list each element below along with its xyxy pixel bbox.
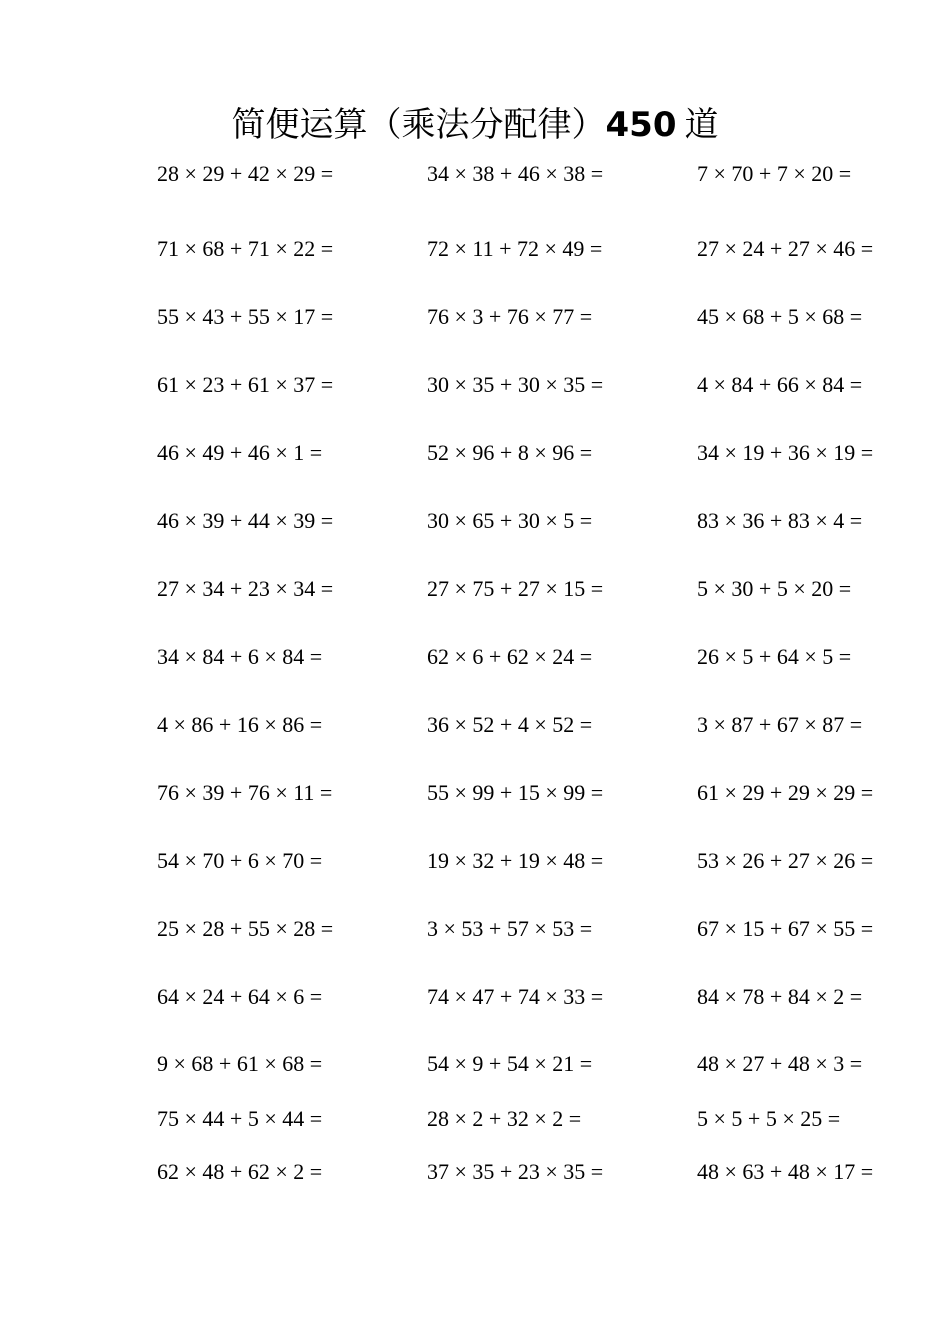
problem-r12-c3: 67 × 15 + 67 × 55 = bbox=[697, 916, 874, 941]
problem-r9-c3: 3 × 87 + 67 × 87 = bbox=[697, 712, 863, 737]
page-title bbox=[0, 102, 950, 148]
problem-r4-c3: 4 × 84 + 66 × 84 = bbox=[697, 372, 863, 397]
problem-r13-c3: 84 × 78 + 84 × 2 = bbox=[697, 984, 863, 1009]
problem-r1-c1: 28 × 29 + 42 × 29 = bbox=[157, 161, 334, 186]
problem-r7-c3: 5 × 30 + 5 × 20 = bbox=[697, 576, 852, 601]
problem-r14-c1: 9 × 68 + 61 × 68 = bbox=[157, 1051, 323, 1076]
problem-r2-c3: 27 × 24 + 27 × 46 = bbox=[697, 236, 874, 261]
problem-r14-c2: 54 × 9 + 54 × 21 = bbox=[427, 1051, 593, 1076]
problem-r10-c2: 55 × 99 + 15 × 99 = bbox=[427, 780, 604, 805]
problem-r13-c1: 64 × 24 + 64 × 6 = bbox=[157, 984, 323, 1009]
problem-r14-c3: 48 × 27 + 48 × 3 = bbox=[697, 1051, 863, 1076]
problem-r2-c1: 71 × 68 + 71 × 22 = bbox=[157, 236, 334, 261]
problem-r12-c2: 3 × 53 + 57 × 53 = bbox=[427, 916, 593, 941]
problem-r11-c1: 54 × 70 + 6 × 70 = bbox=[157, 848, 323, 873]
problem-r5-c1: 46 × 49 + 46 × 1 = bbox=[157, 440, 323, 465]
problem-r12-c1: 25 × 28 + 55 × 28 = bbox=[157, 916, 334, 941]
problem-r15-c2: 28 × 2 + 32 × 2 = bbox=[427, 1106, 582, 1131]
problem-r15-c3: 5 × 5 + 5 × 25 = bbox=[697, 1106, 841, 1131]
title-text: 简便运算（乘法分配律） bbox=[231, 105, 606, 145]
problem-r4-c1: 61 × 23 + 61 × 37 = bbox=[157, 372, 334, 397]
problem-r8-c1: 34 × 84 + 6 × 84 = bbox=[157, 644, 323, 669]
problem-r4-c2: 30 × 35 + 30 × 35 = bbox=[427, 372, 604, 397]
problem-r9-c2: 36 × 52 + 4 × 52 = bbox=[427, 712, 593, 737]
problem-r3-c3: 45 × 68 + 5 × 68 = bbox=[697, 304, 863, 329]
problem-r6-c1: 46 × 39 + 44 × 39 = bbox=[157, 508, 334, 533]
problem-r16-c2: 37 × 35 + 23 × 35 = bbox=[427, 1159, 604, 1184]
problem-r5-c2: 52 × 96 + 8 × 96 = bbox=[427, 440, 593, 465]
problem-r5-c3: 34 × 19 + 36 × 19 = bbox=[697, 440, 874, 465]
problem-r3-c1: 55 × 43 + 55 × 17 = bbox=[157, 304, 334, 329]
title-suffix: 道 bbox=[684, 105, 719, 145]
title-count: 450 bbox=[605, 105, 677, 145]
problem-r13-c2: 74 × 47 + 74 × 33 = bbox=[427, 984, 604, 1009]
problem-r9-c1: 4 × 86 + 16 × 86 = bbox=[157, 712, 323, 737]
problem-r8-c3: 26 × 5 + 64 × 5 = bbox=[697, 644, 852, 669]
problem-r8-c2: 62 × 6 + 62 × 24 = bbox=[427, 644, 593, 669]
problem-r10-c3: 61 × 29 + 29 × 29 = bbox=[697, 780, 874, 805]
problem-r7-c2: 27 × 75 + 27 × 15 = bbox=[427, 576, 604, 601]
problem-r10-c1: 76 × 39 + 76 × 11 = bbox=[157, 780, 333, 805]
problem-r6-c3: 83 × 36 + 83 × 4 = bbox=[697, 508, 863, 533]
problem-r2-c2: 72 × 11 + 72 × 49 = bbox=[427, 236, 603, 261]
problem-r11-c3: 53 × 26 + 27 × 26 = bbox=[697, 848, 874, 873]
problem-r3-c2: 76 × 3 + 76 × 77 = bbox=[427, 304, 593, 329]
problem-r7-c1: 27 × 34 + 23 × 34 = bbox=[157, 576, 334, 601]
problem-r11-c2: 19 × 32 + 19 × 48 = bbox=[427, 848, 604, 873]
problem-r15-c1: 75 × 44 + 5 × 44 = bbox=[157, 1106, 323, 1131]
problem-r1-c2: 34 × 38 + 46 × 38 = bbox=[427, 161, 604, 186]
problem-r1-c3: 7 × 70 + 7 × 20 = bbox=[697, 161, 852, 186]
problem-r16-c1: 62 × 48 + 62 × 2 = bbox=[157, 1159, 323, 1184]
problem-r6-c2: 30 × 65 + 30 × 5 = bbox=[427, 508, 593, 533]
problem-r16-c3: 48 × 63 + 48 × 17 = bbox=[697, 1159, 874, 1184]
